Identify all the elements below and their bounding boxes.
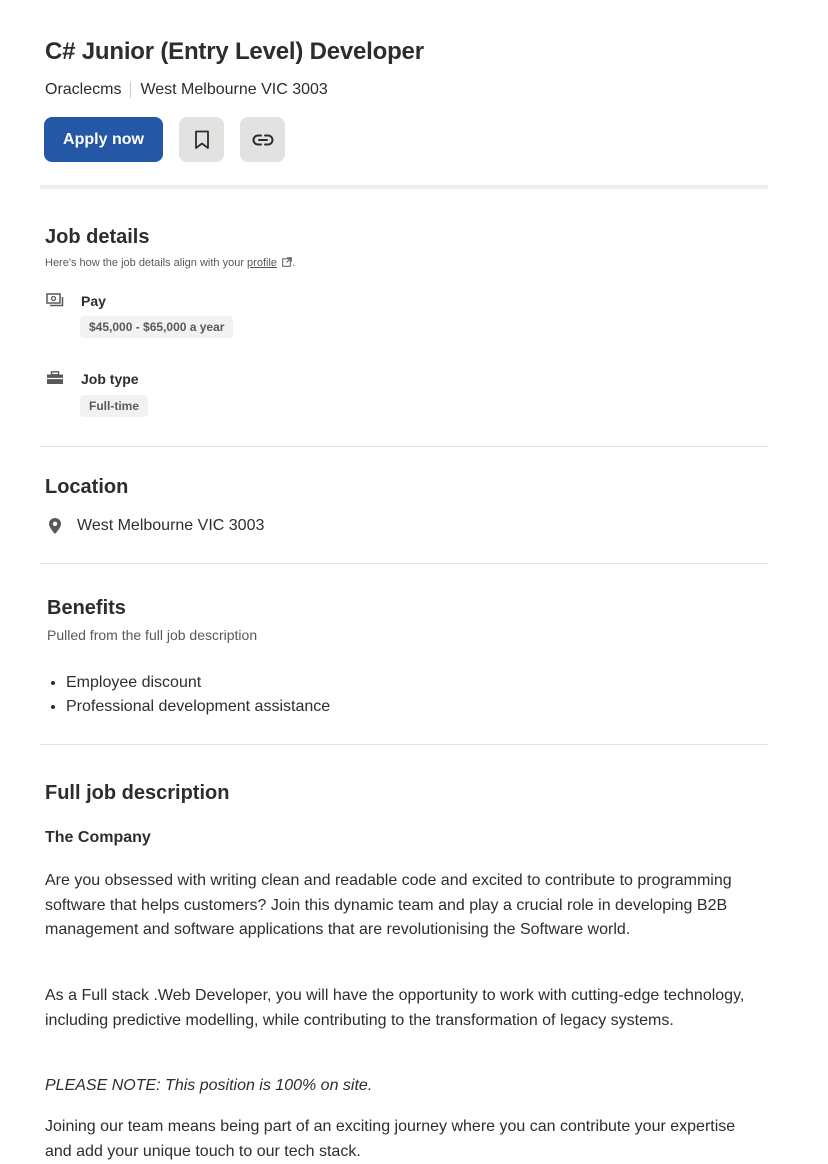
benefits-heading: Benefits: [47, 597, 126, 619]
copy-link-button[interactable]: [240, 117, 285, 162]
bookmark-icon: [193, 130, 211, 150]
benefits-subtitle: Pulled from the full job description: [47, 627, 258, 643]
list-item: Employee discount: [47, 671, 330, 695]
note-suffix: .: [292, 257, 296, 269]
location-line: [48, 517, 264, 535]
profile-link[interactable]: profile: [247, 257, 278, 269]
description-paragraph: As a Full stack .Web Developer, you will have the opportunity to work with cutting-edge technology, including predictive modelling, while contributing to the transformation of legacy systems.: [45, 987, 745, 1029]
note-prefix: Here's how the job details align with your: [45, 257, 244, 269]
header-divider: [40, 185, 768, 189]
briefcase-icon: [46, 371, 64, 385]
job-title: C# Junior (Entry Level) Developer: [45, 38, 424, 65]
map-pin-icon: [48, 517, 62, 535]
money-icon: [46, 293, 64, 307]
pay-value-chip: $45,000 - $65,000 a year: [80, 316, 233, 338]
job-details-heading: Job details: [45, 226, 150, 248]
job-location: West Melbourne VIC 3003: [140, 81, 328, 98]
save-job-button[interactable]: [179, 117, 224, 162]
description-paragraph: Are you obsessed with writing clean and readable code and excited to contribute to programming software that helps customers? Join this dynamic team and play a crucial role in developing B2B management and software applications that are revolutionising the Software world.: [45, 872, 732, 938]
job-subline: [45, 81, 328, 99]
job-details-note: [45, 257, 295, 269]
section-divider: [40, 446, 768, 447]
description-heading: Full job description: [45, 782, 230, 804]
job-type-chip: Full-time: [80, 395, 148, 417]
apply-now-button[interactable]: Apply now: [44, 117, 163, 162]
description-paragraph: Joining our team means being part of an exciting journey where you can contribute your expertise and add your unique touch to our tech stack.: [45, 1118, 736, 1160]
link-icon: [252, 133, 274, 147]
benefits-list: [47, 671, 330, 719]
company-subheading: The Company: [45, 829, 151, 846]
separator: [130, 82, 131, 98]
on-site-note: PLEASE NOTE: This position is 100% on site.: [45, 1077, 373, 1094]
location-heading: Location: [45, 476, 129, 498]
bullet: [51, 705, 55, 709]
external-link-icon: [282, 257, 292, 267]
section-divider: [40, 563, 768, 564]
section-divider: [40, 744, 768, 745]
list-item: Professional development assistance: [47, 695, 330, 719]
company-name[interactable]: Oraclecms: [45, 81, 122, 98]
job-type-label: Job type: [81, 371, 139, 387]
bullet: [51, 681, 55, 685]
pay-label: Pay: [81, 293, 106, 309]
location-address: West Melbourne VIC 3003: [77, 517, 265, 534]
